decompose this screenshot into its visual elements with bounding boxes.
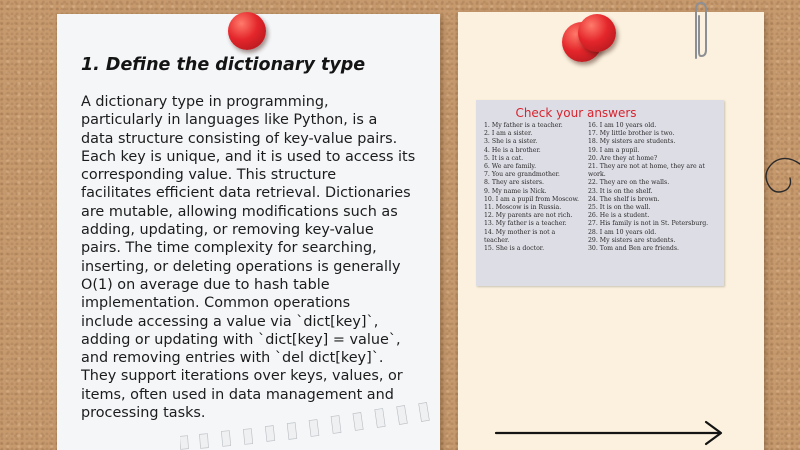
answer-item: 5. It is a cat.	[484, 154, 524, 162]
paper-clip-icon	[690, 0, 712, 62]
body-line: Each key is unique, and it is used to access its	[81, 148, 416, 165]
answer-item: 7. You are grandmother.	[484, 171, 560, 179]
answer-item: 2. I am a sister.	[484, 130, 533, 138]
card-body	[81, 93, 421, 422]
pushpin-icon	[228, 12, 266, 50]
definition-card	[57, 14, 440, 450]
answer-item: 1. My father is a teacher.	[484, 122, 563, 129]
answer-item: 19. I am a pupil.	[588, 146, 640, 154]
answer-item: 18. My sisters are students.	[588, 138, 676, 146]
answer-item: 15. She is a doctor.	[484, 245, 545, 253]
answer-item: 25. It is on the wall.	[588, 204, 651, 212]
body-line: corresponding value. This structure	[81, 167, 337, 184]
string-decoration	[752, 150, 800, 206]
answer-item: 21. They are not at home, they are at	[588, 163, 705, 171]
answer-item: 13. My father is a teacher.	[484, 220, 567, 228]
answer-item: 27. His family is not in St. Petersburg.	[588, 220, 709, 228]
answer-item: 9. My name is Nick.	[484, 187, 547, 195]
body-line: include accessing a value via `dict[key]`,	[81, 313, 379, 330]
answer-item: 29. My sisters are students.	[588, 236, 676, 244]
answer-item: 14. My mother is not a	[484, 228, 556, 236]
answer-item: 6. We are family.	[484, 163, 537, 171]
answer-item: work.	[588, 171, 606, 179]
answers-right-column	[588, 122, 720, 253]
answer-item: 10. I am a pupil from Moscow.	[484, 195, 579, 203]
body-line: O(1) on average due to hash table	[81, 276, 330, 293]
answer-item: 11. Moscow is in Russia.	[484, 204, 562, 212]
answer-item: 3. She is a sister.	[484, 138, 538, 146]
body-line: items, often used in data management and	[81, 386, 394, 403]
perforated-edge	[180, 402, 440, 450]
answer-item: 8. They are sisters.	[484, 179, 544, 187]
body-line: data structure consisting of key-value pairs.	[81, 130, 398, 147]
arrow-right-icon	[494, 420, 726, 446]
pushpin-icon	[578, 14, 616, 52]
answer-item: 24. The shelf is brown.	[588, 195, 660, 203]
card-heading: 1. Define the dictionary type	[81, 55, 366, 75]
answer-item: 16. I am 10 years old.	[588, 122, 657, 129]
body-line: and removing entries with `del dict[key]`.	[81, 350, 384, 367]
answer-item: 17. My little brother is two.	[588, 130, 675, 138]
answer-item: teacher.	[484, 236, 510, 244]
answer-item: 28. I am 10 years old.	[588, 228, 657, 236]
body-line: adding, updating, or removing key-value	[81, 222, 374, 239]
body-line: processing tasks.	[81, 405, 206, 422]
answers-left-column	[484, 122, 594, 253]
body-line: facilitates efficient data retrieval. Dictionaries	[81, 185, 411, 202]
answer-item: 22. They are on the walls.	[588, 179, 670, 187]
body-line: A dictionary type in programming,	[81, 94, 329, 110]
body-line: pairs. The time complexity for searching,	[81, 240, 377, 257]
answer-item: 20. Are they at home?	[588, 154, 658, 162]
answer-item: 12. My parents are not rich.	[484, 212, 573, 220]
body-line: inserting, or deleting operations is generally	[81, 258, 401, 275]
body-line: They support iterations over keys, values, or	[81, 368, 403, 385]
answer-item: 4. He is a brother.	[484, 146, 541, 154]
answer-item: 30. Tom and Ben are friends.	[588, 245, 680, 253]
body-line: are mutable, allowing modifications such as	[81, 203, 398, 220]
answers-title: Check your answers	[515, 106, 637, 120]
answer-item: 23. It is on the shelf.	[588, 187, 653, 195]
answer-item: 26. He is a student.	[588, 212, 650, 220]
body-line: adding or updating with `dict[key] = value`,	[81, 331, 401, 348]
answers-sheet	[476, 100, 724, 286]
body-line: particularly in languages like Python, is a	[81, 112, 378, 129]
body-line: implementation. Common operations	[81, 295, 351, 312]
